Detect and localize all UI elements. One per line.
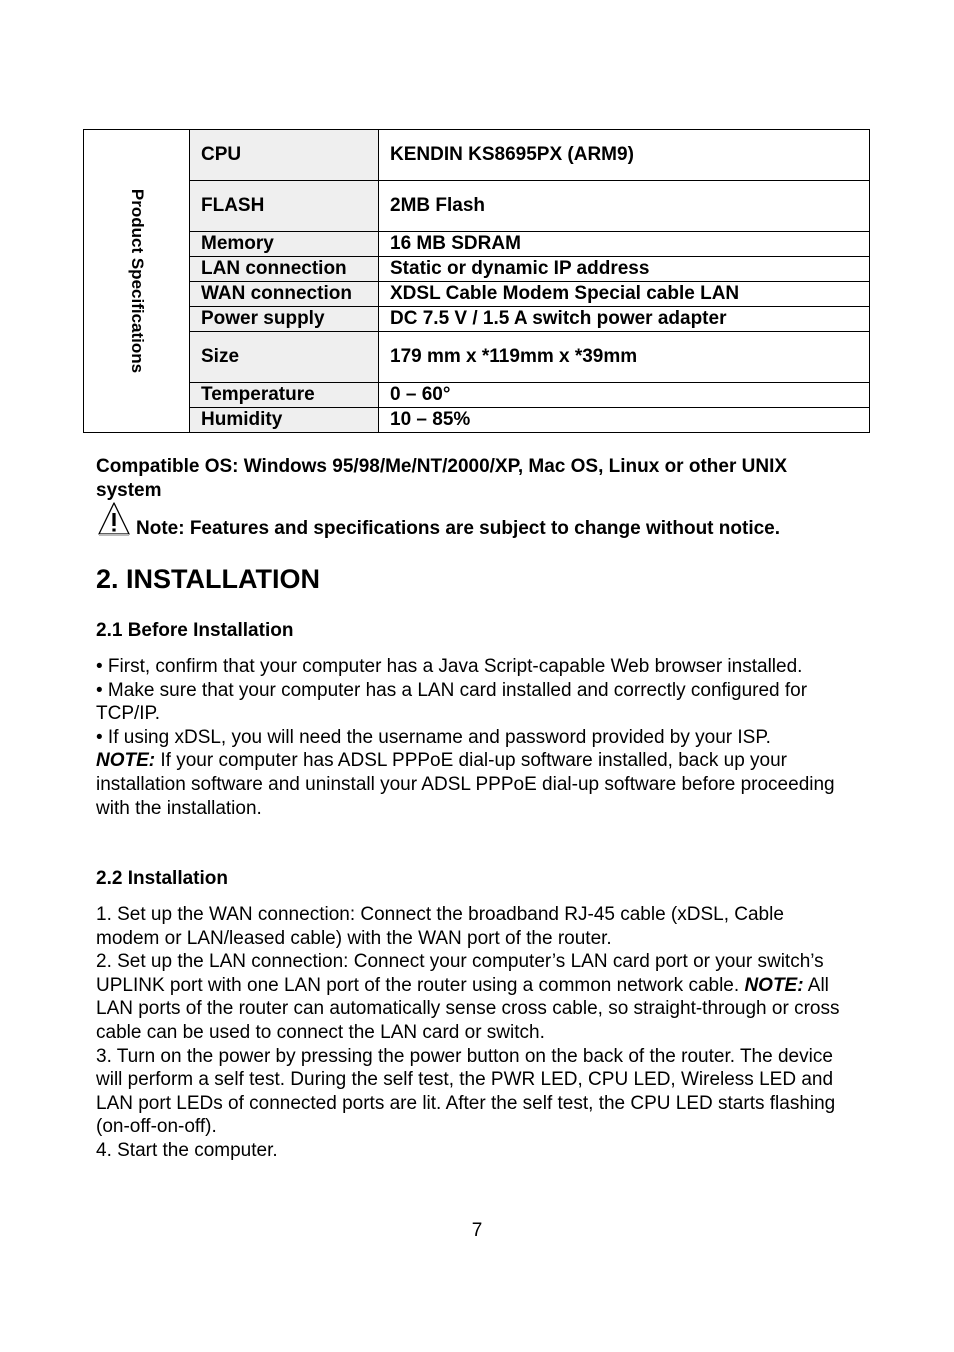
install-step: 3. Turn on the power by pressing the power button on the back of the router. The device will perform a self test. During the self test, the PWR LED, CPU LED, Wireless LED and LAN port LEDs of connected ports are lit. After the self test, the CPU LED starts flashing (on-off-on-off). [96, 1045, 836, 1138]
spec-label: FLASH [190, 181, 379, 232]
spec-value: Static or dynamic IP address [379, 257, 870, 282]
warning-icon [96, 500, 132, 538]
step-text: All LAN ports of the router can automatically sense cross cable, so straight-through or cross cable can be used to connect the LAN card or switch. [96, 974, 840, 1043]
spec-side-label: Product Specifications [127, 188, 147, 374]
installation-body [96, 903, 841, 1163]
note-text: Note: Features and specifications are subject to change without notice. [136, 518, 781, 539]
spec-label: Humidity [190, 408, 379, 433]
spec-value: DC 7.5 V / 1.5 A switch power adapter [379, 307, 870, 332]
install-step [96, 950, 841, 1044]
spec-value: 179 mm x *119mm x *39mm [379, 332, 870, 383]
install-step: 1. Set up the WAN connection: Connect the broadband RJ-45 cable (xDSL, Cable modem or LAN/leased cable) with the WAN port of the router. [96, 904, 784, 949]
section-title: 2. INSTALLATION [96, 564, 320, 594]
compatible-os: Compatible OS: Windows 95/98/Me/NT/2000/XP, Mac OS, Linux or other UNIX system [96, 456, 788, 501]
spec-value: 10 – 85% [379, 408, 870, 433]
before-installation-heading: 2.1 Before Installation [96, 620, 294, 641]
spec-table [83, 129, 870, 433]
installation-heading: 2.2 Installation [96, 868, 228, 889]
step-text: 2. Set up the LAN connection: Connect your computer’s LAN card port or your switch’s UPLINK port with one LAN port of the router using a common network cable. [96, 951, 824, 996]
list-item: • If using xDSL, you will need the username and password provided by your ISP. [96, 726, 771, 748]
spec-value: 16 MB SDRAM [379, 232, 870, 257]
spec-row-size [84, 332, 870, 383]
spec-label: Size [190, 332, 379, 383]
spec-label: WAN connection [190, 282, 379, 307]
spec-row-memory [84, 232, 870, 257]
note-body: If your computer has ADSL PPPoE dial-up software installed, back up your installation software and uninstall your ADSL PPPoE dial-up software before proceeding with the installation. [96, 750, 835, 819]
list-item: • Make sure that your computer has a LAN card installed and correctly configured for TCP/IP. [96, 679, 808, 725]
page-number: 7 [471, 1220, 483, 1241]
spec-label: Power supply [190, 307, 379, 332]
spec-label: CPU [190, 130, 379, 181]
install-step: 4. Start the computer. [96, 1139, 278, 1161]
spec-row-cpu [84, 130, 870, 181]
spec-row-power [84, 307, 870, 332]
spec-side-cell [84, 130, 190, 433]
spec-row-lan [84, 257, 870, 282]
before-installation-body [96, 655, 846, 820]
list-item: • First, confirm that your computer has a Java Script-capable Web browser installed. [96, 656, 803, 677]
before-note [96, 749, 846, 820]
spec-row-wan [84, 282, 870, 307]
spec-row-humidity [84, 408, 870, 433]
spec-label: Temperature [190, 383, 379, 408]
spec-value: 2MB Flash [379, 181, 870, 232]
note-label: NOTE: [744, 974, 804, 996]
spec-value: KENDIN KS8695PX (ARM9) [379, 130, 870, 181]
spec-row-temperature [84, 383, 870, 408]
spec-label: Memory [190, 232, 379, 257]
spec-row-flash [84, 181, 870, 232]
spec-label: LAN connection [190, 257, 379, 282]
note-label: NOTE: [96, 750, 156, 772]
spec-value: XDSL Cable Modem Special cable LAN [379, 282, 870, 307]
spec-value: 0 – 60° [379, 383, 870, 408]
